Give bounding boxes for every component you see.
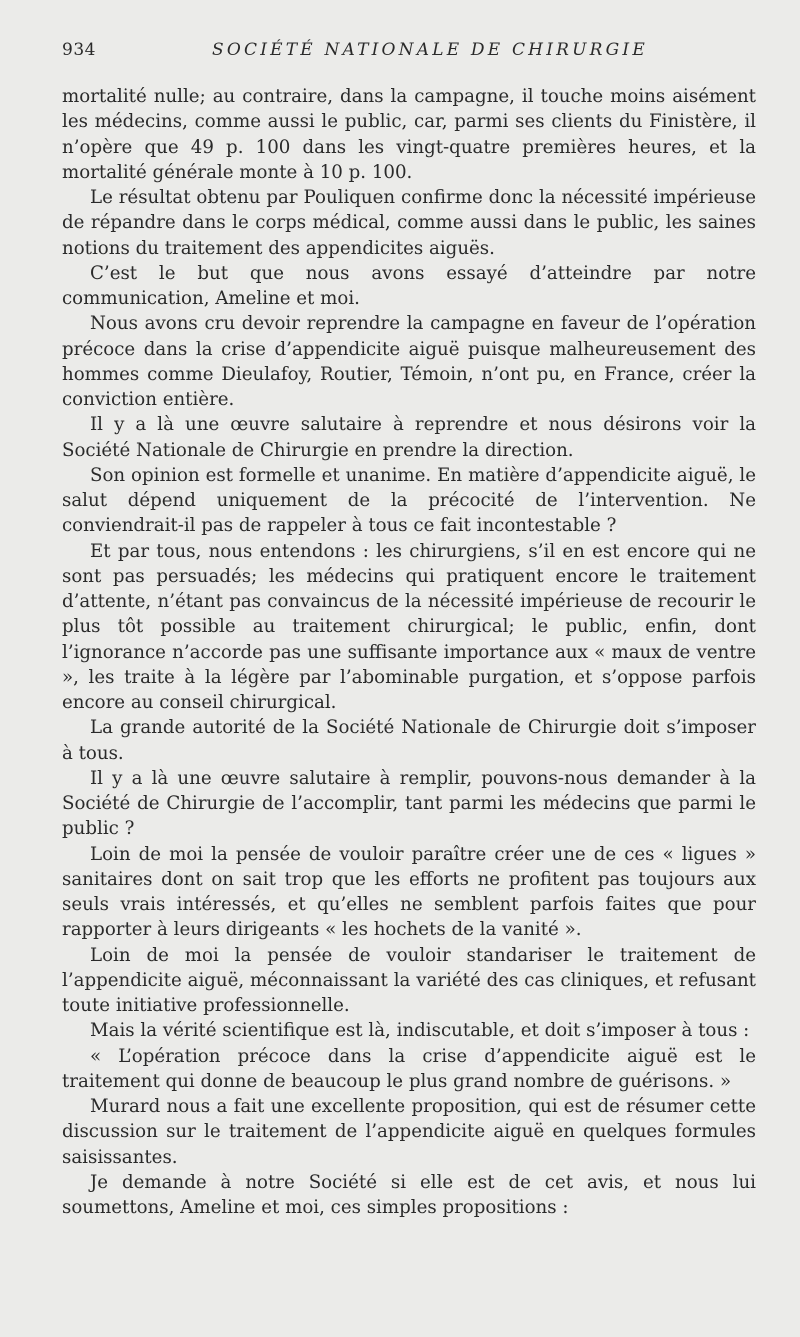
paragraph: « L’opération précoce dans la crise d’appendicite aiguë est le traitement qui donne de beaucoup le plus grand nombre de guérisons. » bbox=[62, 1045, 756, 1092]
page-header bbox=[62, 40, 754, 66]
paragraph: Et par tous, nous entendons : les chirurgiens, s’il en est encore qui ne sont pas persuadés; les médecins qui pratiquent encore le traitement d’attente, n’étant pas convaincus de la nécessité impérieuse de recourir le plus tôt possible au traitement chirurgical; le public, enfin, dont l’ignorance n’accorde pas une suffisante importance aux « maux de ventre », les traite à la légère par l’abominable purgation, et s’oppose parfois encore au conseil chirurgical. bbox=[62, 540, 756, 713]
paragraph: Nous avons cru devoir reprendre la campagne en faveur de l’opération précoce dans la crise d’appendicite aiguë puisque malheureusement des hommes comme Dieulafoy, Routier, Témoin, n’ont pu, en France, créer la conviction entière. bbox=[62, 313, 756, 410]
paragraph: Son opinion est formelle et unanime. En matière d’appendicite aiguë, le salut dépend uniquement de la précocité de l’intervention. Ne conviendrait-il pas de rappeler à tous ce fait incontestable ? bbox=[62, 464, 756, 537]
page-number: 934 bbox=[62, 40, 96, 60]
paragraph: C’est le but que nous avons essayé d’atteindre par notre communication, Ameline et moi. bbox=[62, 262, 756, 309]
paragraph: Loin de moi la pensée de vouloir paraître créer une de ces « ligues » sanitaires dont on sait trop que les efforts ne profitent pas toujours aux seuls vrais intéressés, et qu’elles ne semblent parfois faites que pour rapporter à leurs dirigeants « les hochets de la vanité ». bbox=[62, 843, 756, 941]
paragraph: Je demande à notre Société si elle est de cet avis, et nous lui soumettons, Ameline et moi, ces simples propositions : bbox=[62, 1171, 756, 1218]
running-title: SOCIÉTÉ NATIONALE DE CHIRURGIE bbox=[212, 40, 648, 60]
paragraph: Il y a là une œuvre salutaire à reprendre et nous désirons voir la Société Nationale de Chirurgie en prendre la direction. bbox=[62, 414, 756, 461]
paragraph: Mais la vérité scientifique est là, indiscutable, et doit s’imposer à tous : bbox=[90, 1020, 750, 1042]
paragraph: Loin de moi la pensée de vouloir standariser le traitement de l’appendicite aiguë, méconnaissant la variété des cas cliniques, et refusant toute initiative professionnelle. bbox=[62, 944, 756, 1016]
paragraph: La grande autorité de la Société Nationale de Chirurgie doit s’imposer à tous. bbox=[62, 717, 756, 764]
paragraph: Le résultat obtenu par Pouliquen confirme donc la nécessité impérieuse de répandre dans le corps médical, comme aussi dans le public, les saines notions du traitement des appendicites aiguës. bbox=[62, 187, 756, 259]
paragraph: Il y a là une œuvre salutaire à remplir, pouvons-nous demander à la Société de Chirurgie de l’accomplir, tant parmi les médecins que parmi le public ? bbox=[62, 767, 756, 840]
paragraph: mortalité nulle; au contraire, dans la campagne, il touche moins aisément les médecins, comme aussi le public, car, parmi ses clients du Finistère, il n’opère que 49 p. 100 dans les vingt-quatre premières heures, et la mortalité générale monte à 10 p. 100. bbox=[62, 86, 756, 183]
paragraph: Murard nous a fait une excellente proposition, qui est de résumer cette discussion sur le traitement de l’appendicite aiguë en quelques formules saisissantes. bbox=[62, 1096, 756, 1168]
body-text bbox=[62, 84, 756, 1220]
